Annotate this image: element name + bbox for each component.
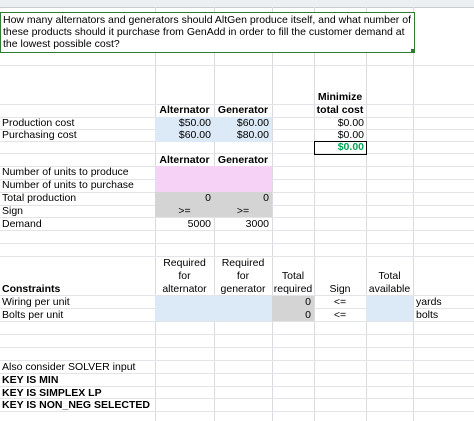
- total-required-header-line2: required: [273, 283, 313, 295]
- production-cost-generator[interactable]: $60.00: [236, 117, 269, 129]
- gridline: [0, 334, 474, 335]
- gridline: [0, 347, 474, 348]
- gridline: [0, 411, 474, 412]
- gridline: [0, 230, 474, 231]
- production-cost-total[interactable]: $0.00: [337, 117, 364, 129]
- req-gen-header-line2: for: [236, 270, 250, 282]
- demand-generator[interactable]: 3000: [245, 218, 269, 230]
- total-available-header-line2: available: [368, 283, 411, 295]
- resize-handle[interactable]: [411, 49, 415, 53]
- total-production-label: Total production: [2, 192, 77, 204]
- production-cost-alternator[interactable]: $50.00: [178, 117, 211, 129]
- total-available-header-line1: Total: [378, 270, 401, 282]
- bolts-total-required[interactable]: 0: [305, 309, 311, 321]
- minimize-header-line1: Minimize: [317, 91, 363, 103]
- req-alt-header-line2: for: [178, 270, 191, 282]
- sign-label: Sign: [2, 205, 24, 217]
- bolts-unit: bolts: [416, 309, 439, 321]
- production-cost-label: Production cost: [2, 117, 75, 129]
- req-alt-header-line3: alternator: [162, 283, 207, 295]
- gridline: [0, 321, 474, 322]
- req-gen-header-line1: Required: [221, 257, 265, 269]
- constraints-title: Constraints: [2, 283, 61, 295]
- bolts-sign[interactable]: <=: [333, 309, 347, 321]
- wiring-sign[interactable]: <=: [333, 296, 347, 308]
- purchasing-cost-total[interactable]: $0.00: [337, 129, 364, 141]
- purchasing-cost-generator[interactable]: $80.00: [236, 129, 269, 141]
- question-text: How many alternators and generators should AltGen produce itself, and what number of these products should it purchase from GenAdd in order to fill the customer demand at the lowest possible cost?: [3, 14, 411, 50]
- total-required-header-line1: Total: [281, 270, 305, 282]
- gridline: [366, 7, 367, 421]
- note-key-nonneg: KEY IS NON_NEG SELECTED: [2, 399, 151, 411]
- purchasing-cost-label: Purchasing cost: [2, 129, 77, 141]
- wiring-label: Wiring per unit: [2, 296, 70, 308]
- req-alt-header-line1: Required: [163, 257, 206, 269]
- sign-generator[interactable]: >=: [236, 205, 250, 217]
- demand-label: Demand: [2, 218, 42, 230]
- constraint-coefficient-cells[interactable]: [155, 296, 272, 321]
- cost-header-alternator: Alternator: [159, 104, 210, 116]
- gridline: [413, 7, 414, 421]
- units-header-alternator: Alternator: [159, 154, 210, 166]
- cost-header-generator: Generator: [217, 104, 269, 116]
- total-production-generator[interactable]: 0: [263, 192, 269, 204]
- column-header-bar[interactable]: [0, 0, 474, 8]
- solver-note: Also consider SOLVER input: [2, 361, 136, 373]
- question-text-box[interactable]: [0, 12, 415, 53]
- note-key-simplex: KEY IS SIMPLEX LP: [2, 387, 102, 399]
- wiring-unit: yards: [416, 296, 442, 308]
- constraint-sign-header: Sign: [329, 283, 351, 295]
- sign-alternator[interactable]: >=: [178, 205, 191, 217]
- demand-alternator[interactable]: 5000: [187, 218, 211, 230]
- gridline: [272, 7, 273, 421]
- units-header-generator: Generator: [217, 154, 269, 166]
- note-key-min: KEY IS MIN: [2, 374, 59, 386]
- gridline: [0, 65, 474, 66]
- objective-value: $0.00: [337, 141, 364, 153]
- bolts-label: Bolts per unit: [2, 309, 64, 321]
- units-purchase-label: Number of units to purchase: [2, 179, 134, 191]
- gridline: [0, 373, 474, 374]
- req-gen-header-line3: generator: [220, 283, 266, 295]
- gridline: [314, 7, 315, 421]
- total-production-alternator[interactable]: 0: [205, 192, 211, 204]
- units-produce-label: Number of units to produce: [2, 166, 129, 178]
- wiring-total-required[interactable]: 0: [305, 296, 311, 308]
- total-available-cells[interactable]: [366, 296, 413, 321]
- gridline: [0, 243, 474, 244]
- minimize-header-line2: total cost: [316, 104, 364, 116]
- purchasing-cost-alternator[interactable]: $60.00: [178, 129, 211, 141]
- decision-variable-cells[interactable]: [155, 166, 272, 192]
